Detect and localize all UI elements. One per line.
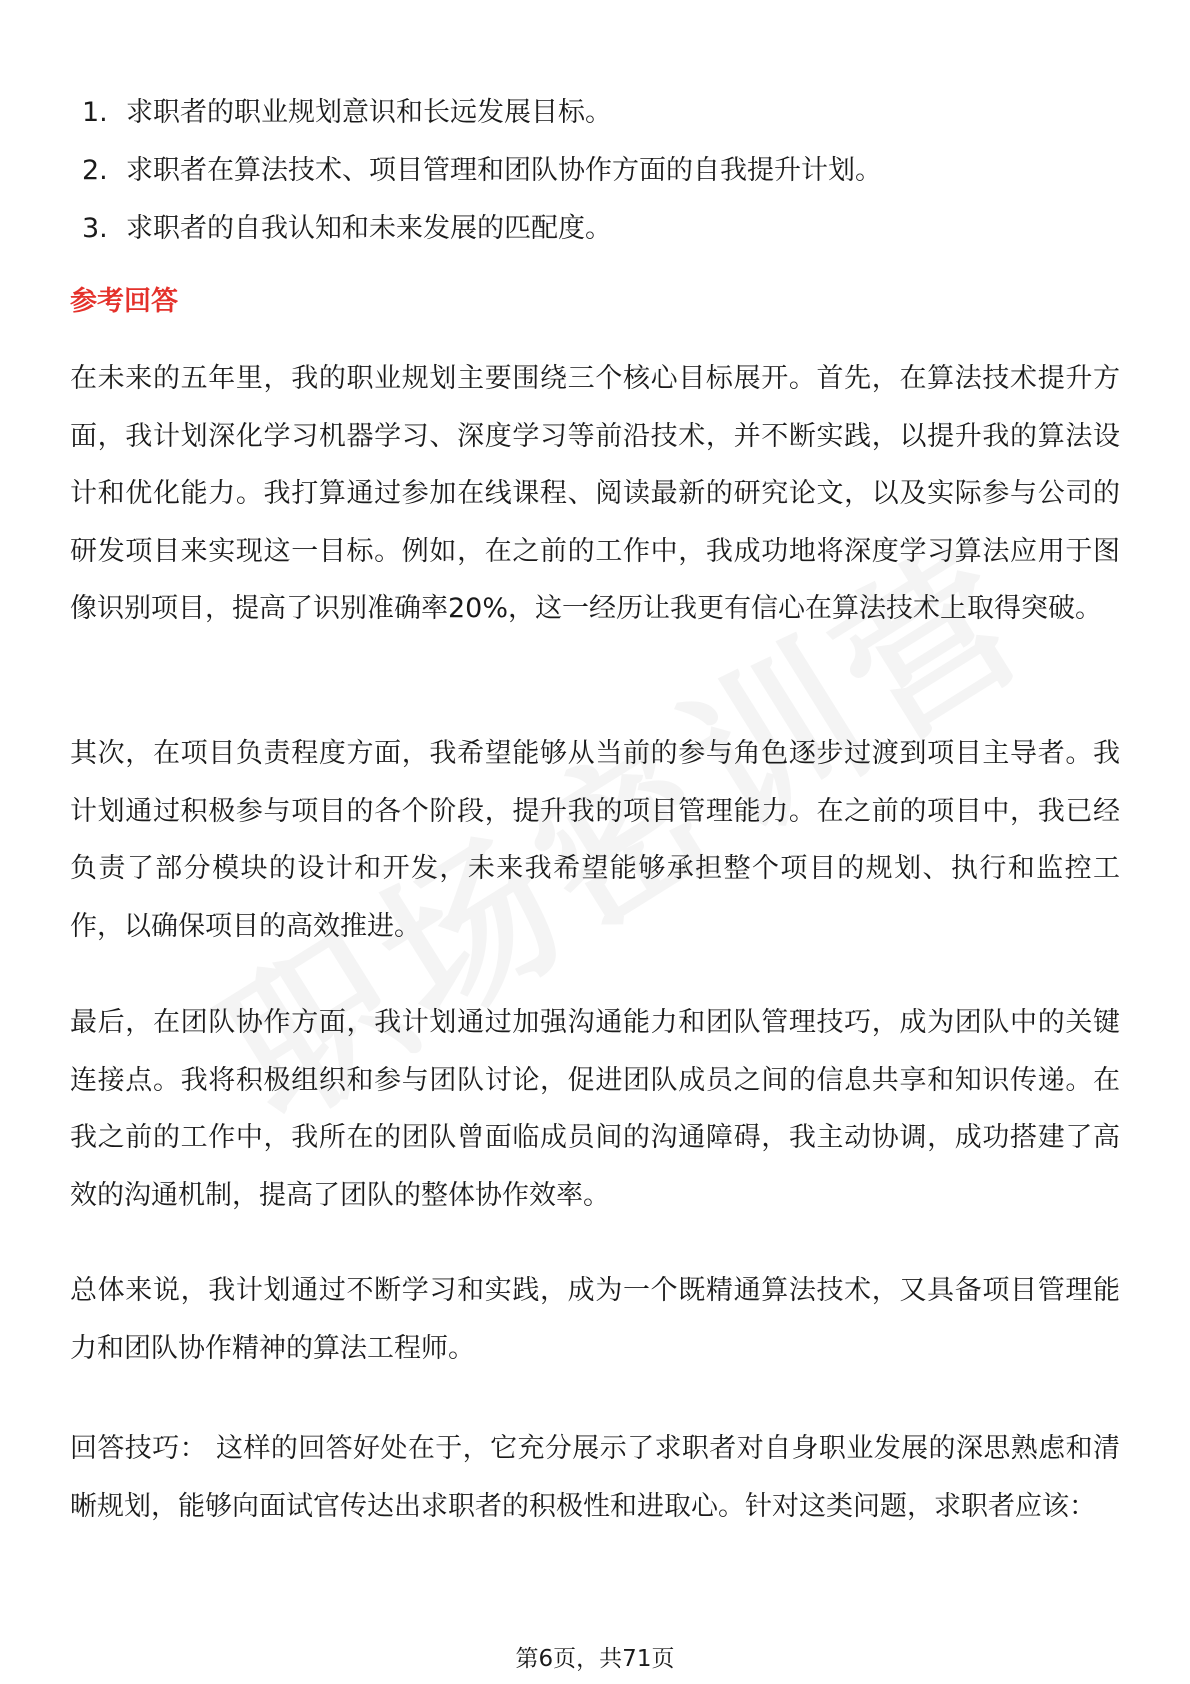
answer-paragraph: 在未来的五年里，我的职业规划主要围绕三个核心目标展开。首先，在算法技术提升方面，我计划深化学习机器学习、深度学习等前沿技术，并不断实践，以提升我的算法设计和优化能力。我打算通过参加在线课程、阅读最新的研究论文，以及实际参与公司的研发项目来实现这一目标。例如，在之前的工作中，我成功地将深度学习算法应用于图像识别项目，提高了识别准确率20%，这一经历让我更有信心在算法技术上取得突破。 xyxy=(70,363,1120,624)
list-item-text: 求职者在算法技术、项目管理和团队协作方面的自我提升计划。 xyxy=(126,155,882,186)
section-heading: 参考回答 xyxy=(70,286,178,317)
tips-paragraph: 回答技巧： 这样的回答好处在于，它充分展示了求职者对自身职业发展的深思熟虑和清晰规划，能够向面试官传达出求职者的积极性和进取心。针对这类问题，求职者应该： xyxy=(70,1433,1120,1522)
list-item-number: 2. xyxy=(82,155,108,186)
list-item-text: 求职者的职业规划意识和长远发展目标。 xyxy=(126,97,612,128)
list-item xyxy=(82,204,1112,262)
list-item-number: 1. xyxy=(82,97,108,128)
list-item xyxy=(82,146,1112,204)
answer-paragraph: 最后，在团队协作方面，我计划通过加强沟通能力和团队管理技巧，成为团队中的关键连接点。我将积极组织和参与团队讨论，促进团队成员之间的信息共享和知识传递。在我之前的工作中，我所在的团队曾面临成员间的沟通障碍，我主动协调，成功搭建了高效的沟通机制，提高了团队的整体协作效率。 xyxy=(70,1007,1120,1211)
list-item-text: 求职者的自我认知和未来发展的匹配度。 xyxy=(126,213,612,244)
list-item xyxy=(82,88,1112,146)
criteria-list xyxy=(82,88,1112,262)
answer-paragraph: 总体来说，我计划通过不断学习和实践，成为一个既精通算法技术，又具备项目管理能力和团队协作精神的算法工程师。 xyxy=(70,1275,1120,1364)
list-item-number: 3. xyxy=(82,213,108,244)
page-number: 第6页，共71页 xyxy=(515,1646,675,1672)
answer-paragraph: 其次，在项目负责程度方面，我希望能够从当前的参与角色逐步过渡到项目主导者。我计划通过积极参与项目的各个阶段，提升我的项目管理能力。在之前的项目中，我已经负责了部分模块的设计和开发，未来我希望能够承担整个项目的规划、执行和监控工作，以确保项目的高效推进。 xyxy=(70,738,1120,942)
